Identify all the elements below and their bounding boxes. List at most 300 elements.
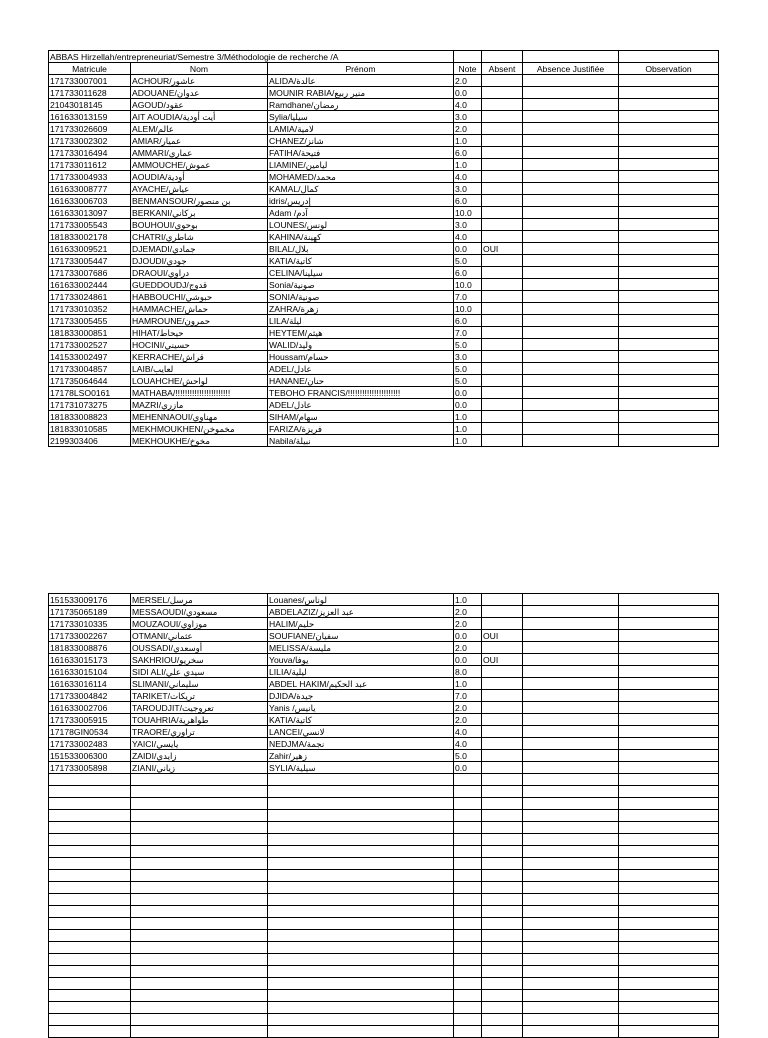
empty-cell[interactable] [454, 990, 482, 1002]
prenom-cell[interactable]: TEBOHO FRANCIS/!!!!!!!!!!!!!!!!!!!!!! [268, 387, 454, 399]
prenom-cell[interactable]: NEDJMA/نجمة [268, 738, 454, 750]
prenom-cell[interactable]: HANANE/حنان [268, 375, 454, 387]
empty-cell[interactable] [619, 906, 719, 918]
empty-cell[interactable] [523, 870, 619, 882]
empty-cell[interactable] [49, 798, 131, 810]
empty-cell[interactable] [523, 1002, 619, 1014]
nom-cell[interactable]: LOUAHCHE/لواحش [131, 375, 268, 387]
empty-cell[interactable] [619, 858, 719, 870]
empty-cell[interactable] [523, 798, 619, 810]
matricule-cell[interactable]: 171733024861 [49, 291, 131, 303]
empty-cell[interactable] [482, 906, 523, 918]
observation-cell[interactable] [619, 207, 719, 219]
absence-justifiee-cell[interactable] [523, 750, 619, 762]
observation-cell[interactable] [619, 750, 719, 762]
matricule-cell[interactable]: 161633009521 [49, 243, 131, 255]
empty-cell[interactable] [482, 918, 523, 930]
absent-cell[interactable] [482, 303, 523, 315]
note-cell[interactable]: 2.0 [454, 702, 482, 714]
note-cell[interactable]: 2.0 [454, 714, 482, 726]
matricule-cell[interactable]: 181833010585 [49, 423, 131, 435]
observation-cell[interactable] [619, 726, 719, 738]
matricule-cell[interactable]: 141533002497 [49, 351, 131, 363]
absence-justifiee-cell[interactable] [523, 726, 619, 738]
prenom-cell[interactable]: Louanes/لوناس [268, 594, 454, 606]
empty-cell[interactable] [268, 966, 454, 978]
empty-cell[interactable] [482, 966, 523, 978]
matricule-cell[interactable]: 171733007001 [49, 75, 131, 87]
note-cell[interactable]: 0.0 [454, 87, 482, 99]
absent-cell[interactable] [482, 387, 523, 399]
note-cell[interactable]: 0.0 [454, 762, 482, 774]
empty-cell[interactable] [131, 1026, 268, 1038]
empty-cell[interactable] [454, 966, 482, 978]
nom-cell[interactable]: TRAORE/تراوري [131, 726, 268, 738]
empty-cell[interactable] [523, 810, 619, 822]
note-cell[interactable]: 0.0 [454, 399, 482, 411]
matricule-cell[interactable]: 21043018145 [49, 99, 131, 111]
absent-cell[interactable] [482, 159, 523, 171]
prenom-cell[interactable]: ADEL/عادل [268, 363, 454, 375]
empty-cell[interactable] [131, 966, 268, 978]
nom-cell[interactable]: MEKHMOUKHEN/مخموخن [131, 423, 268, 435]
empty-cell[interactable] [131, 978, 268, 990]
empty-cell[interactable] [49, 810, 131, 822]
matricule-cell[interactable]: 171733007686 [49, 267, 131, 279]
absent-cell[interactable] [482, 594, 523, 606]
prenom-cell[interactable]: CELINA/سيلينا [268, 267, 454, 279]
empty-cell[interactable] [454, 786, 482, 798]
note-cell[interactable]: 6.0 [454, 147, 482, 159]
prenom-cell[interactable]: KATIA/كاتية [268, 714, 454, 726]
nom-cell[interactable]: OUSSADI/أوسعدي [131, 642, 268, 654]
note-cell[interactable]: 3.0 [454, 183, 482, 195]
absence-justifiee-cell[interactable] [523, 99, 619, 111]
empty-cell[interactable] [619, 930, 719, 942]
note-cell[interactable]: 7.0 [454, 291, 482, 303]
note-cell[interactable]: 1.0 [454, 435, 482, 447]
matricule-cell[interactable]: 181833000851 [49, 327, 131, 339]
empty-cell[interactable] [482, 798, 523, 810]
absent-cell[interactable] [482, 327, 523, 339]
empty-cell[interactable] [454, 1026, 482, 1038]
note-cell[interactable]: 7.0 [454, 327, 482, 339]
nom-cell[interactable]: SLIMANI/سليماني [131, 678, 268, 690]
nom-cell[interactable]: AYACHE/عياش [131, 183, 268, 195]
empty-cell[interactable] [619, 1026, 719, 1038]
absence-justifiee-cell[interactable] [523, 594, 619, 606]
absent-cell[interactable] [482, 195, 523, 207]
nom-cell[interactable]: AOUDIA/أودية [131, 171, 268, 183]
matricule-cell[interactable]: 171733005455 [49, 315, 131, 327]
prenom-cell[interactable]: SIHAM/سهام [268, 411, 454, 423]
empty-cell[interactable] [49, 990, 131, 1002]
absence-justifiee-cell[interactable] [523, 654, 619, 666]
prenom-cell[interactable]: SYLIA/سيلية [268, 762, 454, 774]
observation-cell[interactable] [619, 411, 719, 423]
empty-cell[interactable] [131, 918, 268, 930]
empty-cell[interactable] [268, 930, 454, 942]
prenom-cell[interactable]: ABDELAZIZ/عبد العزيز [268, 606, 454, 618]
nom-cell[interactable]: HIHAT/حيحاط [131, 327, 268, 339]
absence-justifiee-cell[interactable] [523, 231, 619, 243]
empty-cell[interactable] [131, 882, 268, 894]
empty-cell[interactable] [523, 822, 619, 834]
matricule-cell[interactable]: 171733005543 [49, 219, 131, 231]
note-cell[interactable]: 0.0 [454, 654, 482, 666]
nom-cell[interactable]: AGOUD/عقود [131, 99, 268, 111]
matricule-cell[interactable]: 171735064644 [49, 375, 131, 387]
observation-cell[interactable] [619, 111, 719, 123]
note-cell[interactable]: 10.0 [454, 279, 482, 291]
matricule-cell[interactable]: 161633006703 [49, 195, 131, 207]
absent-cell[interactable] [482, 147, 523, 159]
empty-cell[interactable] [523, 846, 619, 858]
empty-cell[interactable] [619, 786, 719, 798]
prenom-cell[interactable]: BILAL/بلال [268, 243, 454, 255]
absent-cell[interactable] [482, 762, 523, 774]
empty-cell[interactable] [523, 834, 619, 846]
prenom-cell[interactable]: ALIDA/عالدة [268, 75, 454, 87]
absence-justifiee-cell[interactable] [523, 111, 619, 123]
absent-cell[interactable] [482, 219, 523, 231]
observation-cell[interactable] [619, 690, 719, 702]
observation-cell[interactable] [619, 267, 719, 279]
empty-cell[interactable] [49, 930, 131, 942]
matricule-cell[interactable]: 161633008777 [49, 183, 131, 195]
empty-cell[interactable] [523, 858, 619, 870]
prenom-cell[interactable]: LILIA/ليلية [268, 666, 454, 678]
prenom-cell[interactable]: SOUFIANE/سفيان [268, 630, 454, 642]
empty-cell[interactable] [268, 1026, 454, 1038]
absent-cell[interactable] [482, 279, 523, 291]
empty-cell[interactable] [454, 870, 482, 882]
matricule-cell[interactable]: 171733004842 [49, 690, 131, 702]
note-cell[interactable]: 2.0 [454, 618, 482, 630]
empty-cell[interactable] [49, 834, 131, 846]
absence-justifiee-cell[interactable] [523, 207, 619, 219]
nom-cell[interactable]: SIDI ALI/سيدي علي [131, 666, 268, 678]
absent-cell[interactable] [482, 375, 523, 387]
matricule-cell[interactable]: 171735065189 [49, 606, 131, 618]
empty-cell[interactable] [454, 846, 482, 858]
empty-cell[interactable] [49, 1002, 131, 1014]
nom-cell[interactable]: YAICI/يايسي [131, 738, 268, 750]
empty-cell[interactable] [49, 822, 131, 834]
prenom-cell[interactable]: DJIDA/جيدة [268, 690, 454, 702]
empty-cell[interactable] [49, 894, 131, 906]
absence-justifiee-cell[interactable] [523, 702, 619, 714]
empty-cell[interactable] [131, 798, 268, 810]
empty-cell[interactable] [523, 966, 619, 978]
matricule-cell[interactable]: 161633013097 [49, 207, 131, 219]
observation-cell[interactable] [619, 171, 719, 183]
observation-cell[interactable] [619, 762, 719, 774]
absence-justifiee-cell[interactable] [523, 666, 619, 678]
absence-justifiee-cell[interactable] [523, 279, 619, 291]
empty-cell[interactable] [49, 774, 131, 786]
absence-justifiee-cell[interactable] [523, 87, 619, 99]
observation-cell[interactable] [619, 327, 719, 339]
absent-cell[interactable] [482, 363, 523, 375]
empty-cell[interactable] [619, 918, 719, 930]
empty-cell[interactable] [268, 810, 454, 822]
observation-cell[interactable] [619, 714, 719, 726]
empty-cell[interactable] [619, 942, 719, 954]
empty-cell[interactable] [268, 774, 454, 786]
absence-justifiee-cell[interactable] [523, 411, 619, 423]
prenom-cell[interactable]: CHANEZ/شانز [268, 135, 454, 147]
empty-cell[interactable] [619, 774, 719, 786]
prenom-cell[interactable]: Sonia/صونية [268, 279, 454, 291]
absent-cell[interactable] [482, 75, 523, 87]
observation-cell[interactable] [619, 363, 719, 375]
observation-cell[interactable] [619, 654, 719, 666]
absent-cell[interactable] [482, 750, 523, 762]
nom-cell[interactable]: TOUAHRIA/طواهرية [131, 714, 268, 726]
observation-cell[interactable] [619, 678, 719, 690]
absence-justifiee-cell[interactable] [523, 618, 619, 630]
absence-justifiee-cell[interactable] [523, 363, 619, 375]
note-cell[interactable]: 1.0 [454, 594, 482, 606]
absence-justifiee-cell[interactable] [523, 351, 619, 363]
observation-cell[interactable] [619, 279, 719, 291]
empty-cell[interactable] [619, 954, 719, 966]
empty-cell[interactable] [454, 798, 482, 810]
absence-justifiee-cell[interactable] [523, 303, 619, 315]
empty-cell[interactable] [268, 822, 454, 834]
observation-cell[interactable] [619, 387, 719, 399]
observation-cell[interactable] [619, 291, 719, 303]
absent-cell[interactable] [482, 255, 523, 267]
empty-cell[interactable] [454, 822, 482, 834]
empty-cell[interactable] [454, 774, 482, 786]
absent-cell[interactable] [482, 231, 523, 243]
empty-cell[interactable] [131, 774, 268, 786]
empty-cell[interactable] [482, 870, 523, 882]
absence-justifiee-cell[interactable] [523, 762, 619, 774]
note-cell[interactable]: 4.0 [454, 231, 482, 243]
absent-cell[interactable] [482, 351, 523, 363]
observation-cell[interactable] [619, 255, 719, 267]
absent-cell[interactable] [482, 315, 523, 327]
empty-cell[interactable] [49, 858, 131, 870]
empty-cell[interactable] [482, 942, 523, 954]
nom-cell[interactable]: DJEMADI/جمادي [131, 243, 268, 255]
empty-cell[interactable] [268, 954, 454, 966]
absence-justifiee-cell[interactable] [523, 183, 619, 195]
note-cell[interactable]: 2.0 [454, 642, 482, 654]
absent-cell[interactable]: OUI [482, 654, 523, 666]
empty-cell[interactable] [268, 786, 454, 798]
empty-cell[interactable] [482, 810, 523, 822]
matricule-cell[interactable]: 171733026609 [49, 123, 131, 135]
empty-cell[interactable] [131, 786, 268, 798]
empty-cell[interactable] [131, 930, 268, 942]
observation-cell[interactable] [619, 702, 719, 714]
observation-cell[interactable] [619, 618, 719, 630]
note-cell[interactable]: 3.0 [454, 219, 482, 231]
prenom-cell[interactable]: KAMAL/كمال [268, 183, 454, 195]
prenom-cell[interactable]: WALID/وليد [268, 339, 454, 351]
nom-cell[interactable]: ZAIDI/زايدي [131, 750, 268, 762]
absence-justifiee-cell[interactable] [523, 75, 619, 87]
absent-cell[interactable] [482, 618, 523, 630]
matricule-cell[interactable]: 171733005898 [49, 762, 131, 774]
empty-cell[interactable] [619, 870, 719, 882]
empty-cell[interactable] [619, 846, 719, 858]
matricule-cell[interactable]: 151533009176 [49, 594, 131, 606]
observation-cell[interactable] [619, 123, 719, 135]
observation-cell[interactable] [619, 195, 719, 207]
prenom-cell[interactable]: Zahir/زهير [268, 750, 454, 762]
observation-cell[interactable] [619, 666, 719, 678]
observation-cell[interactable] [619, 375, 719, 387]
empty-cell[interactable] [268, 942, 454, 954]
absence-justifiee-cell[interactable] [523, 630, 619, 642]
matricule-cell[interactable]: 171733016494 [49, 147, 131, 159]
nom-cell[interactable]: MESSAOUDI/مسعودي [131, 606, 268, 618]
empty-cell[interactable] [619, 834, 719, 846]
observation-cell[interactable] [619, 303, 719, 315]
absent-cell[interactable] [482, 135, 523, 147]
empty-cell[interactable] [523, 786, 619, 798]
empty-cell[interactable] [523, 774, 619, 786]
cell[interactable] [482, 51, 523, 63]
matricule-cell[interactable]: 181833002178 [49, 231, 131, 243]
prenom-cell[interactable]: MELISSA/مليسة [268, 642, 454, 654]
note-cell[interactable]: 5.0 [454, 339, 482, 351]
empty-cell[interactable] [482, 1026, 523, 1038]
empty-cell[interactable] [268, 978, 454, 990]
empty-cell[interactable] [454, 882, 482, 894]
empty-cell[interactable] [619, 822, 719, 834]
prenom-cell[interactable]: Nabila/نبيلة [268, 435, 454, 447]
observation-cell[interactable] [619, 606, 719, 618]
matricule-cell[interactable]: 171733004933 [49, 171, 131, 183]
empty-cell[interactable] [49, 954, 131, 966]
matricule-cell[interactable]: 161633002706 [49, 702, 131, 714]
observation-cell[interactable] [619, 75, 719, 87]
absence-justifiee-cell[interactable] [523, 255, 619, 267]
observation-cell[interactable] [619, 147, 719, 159]
absence-justifiee-cell[interactable] [523, 123, 619, 135]
note-cell[interactable]: 0.0 [454, 387, 482, 399]
nom-cell[interactable]: GUEDDOUDJ/قدوج [131, 279, 268, 291]
observation-cell[interactable] [619, 231, 719, 243]
empty-cell[interactable] [268, 918, 454, 930]
empty-cell[interactable] [49, 918, 131, 930]
note-cell[interactable]: 5.0 [454, 750, 482, 762]
empty-cell[interactable] [482, 894, 523, 906]
empty-cell[interactable] [131, 834, 268, 846]
prenom-cell[interactable]: Ramdhane/رمضان [268, 99, 454, 111]
observation-cell[interactable] [619, 183, 719, 195]
matricule-cell[interactable]: 171733011612 [49, 159, 131, 171]
matricule-cell[interactable]: 161633016114 [49, 678, 131, 690]
empty-cell[interactable] [268, 906, 454, 918]
empty-cell[interactable] [523, 978, 619, 990]
empty-cell[interactable] [482, 786, 523, 798]
matricule-cell[interactable]: 171733004857 [49, 363, 131, 375]
nom-cell[interactable]: MATHABA/!!!!!!!!!!!!!!!!!!!!!!! [131, 387, 268, 399]
absent-cell[interactable] [482, 690, 523, 702]
nom-cell[interactable]: AIT AOUDIA/أيت أودية [131, 111, 268, 123]
absent-cell[interactable] [482, 339, 523, 351]
note-cell[interactable]: 6.0 [454, 315, 482, 327]
absence-justifiee-cell[interactable] [523, 135, 619, 147]
empty-cell[interactable] [454, 954, 482, 966]
empty-cell[interactable] [268, 990, 454, 1002]
nom-cell[interactable]: DJOUDI/جودي [131, 255, 268, 267]
empty-cell[interactable] [454, 978, 482, 990]
note-cell[interactable]: 8.0 [454, 666, 482, 678]
prenom-cell[interactable]: LANCEI/لانسي [268, 726, 454, 738]
absence-justifiee-cell[interactable] [523, 159, 619, 171]
empty-cell[interactable] [482, 834, 523, 846]
absence-justifiee-cell[interactable] [523, 195, 619, 207]
prenom-cell[interactable]: ABDEL HAKIM/عبد الحكيم [268, 678, 454, 690]
observation-cell[interactable] [619, 219, 719, 231]
empty-cell[interactable] [131, 810, 268, 822]
prenom-cell[interactable]: MOUNIR RABIA/منير ربيع [268, 87, 454, 99]
observation-cell[interactable] [619, 99, 719, 111]
matricule-cell[interactable]: 17178GIN0534 [49, 726, 131, 738]
empty-cell[interactable] [523, 918, 619, 930]
prenom-cell[interactable]: KAHINA/كهينة [268, 231, 454, 243]
empty-cell[interactable] [523, 954, 619, 966]
matricule-cell[interactable]: 17178LSO0161 [49, 387, 131, 399]
observation-cell[interactable] [619, 642, 719, 654]
nom-cell[interactable]: MERSEL/مرسل [131, 594, 268, 606]
absence-justifiee-cell[interactable] [523, 714, 619, 726]
absence-justifiee-cell[interactable] [523, 339, 619, 351]
absent-cell[interactable] [482, 411, 523, 423]
prenom-cell[interactable]: LOUNES/لونس [268, 219, 454, 231]
observation-cell[interactable] [619, 423, 719, 435]
note-cell[interactable]: 3.0 [454, 351, 482, 363]
prenom-cell[interactable]: Sylia/سيليا [268, 111, 454, 123]
nom-cell[interactable]: ACHOUR/عاشور [131, 75, 268, 87]
absence-justifiee-cell[interactable] [523, 291, 619, 303]
prenom-cell[interactable]: HALIM/حليم [268, 618, 454, 630]
empty-cell[interactable] [619, 990, 719, 1002]
prenom-cell[interactable]: LIAMINE/لیامین [268, 159, 454, 171]
matricule-cell[interactable]: 161633015104 [49, 666, 131, 678]
note-cell[interactable]: 5.0 [454, 375, 482, 387]
absence-justifiee-cell[interactable] [523, 738, 619, 750]
prenom-cell[interactable]: LAMIA/لامية [268, 123, 454, 135]
empty-cell[interactable] [482, 1002, 523, 1014]
empty-cell[interactable] [619, 1002, 719, 1014]
empty-cell[interactable] [131, 846, 268, 858]
empty-cell[interactable] [619, 894, 719, 906]
note-cell[interactable]: 5.0 [454, 363, 482, 375]
empty-cell[interactable] [268, 894, 454, 906]
nom-cell[interactable]: MOUZAOUI/موزاوي [131, 618, 268, 630]
empty-cell[interactable] [454, 810, 482, 822]
matricule-cell[interactable]: 171733005447 [49, 255, 131, 267]
note-cell[interactable]: 3.0 [454, 111, 482, 123]
empty-cell[interactable] [131, 942, 268, 954]
cell[interactable] [619, 51, 719, 63]
absence-justifiee-cell[interactable] [523, 642, 619, 654]
empty-cell[interactable] [131, 870, 268, 882]
observation-cell[interactable] [619, 135, 719, 147]
absent-cell[interactable] [482, 267, 523, 279]
empty-cell[interactable] [131, 858, 268, 870]
nom-cell[interactable]: HAMMACHE/حماش [131, 303, 268, 315]
